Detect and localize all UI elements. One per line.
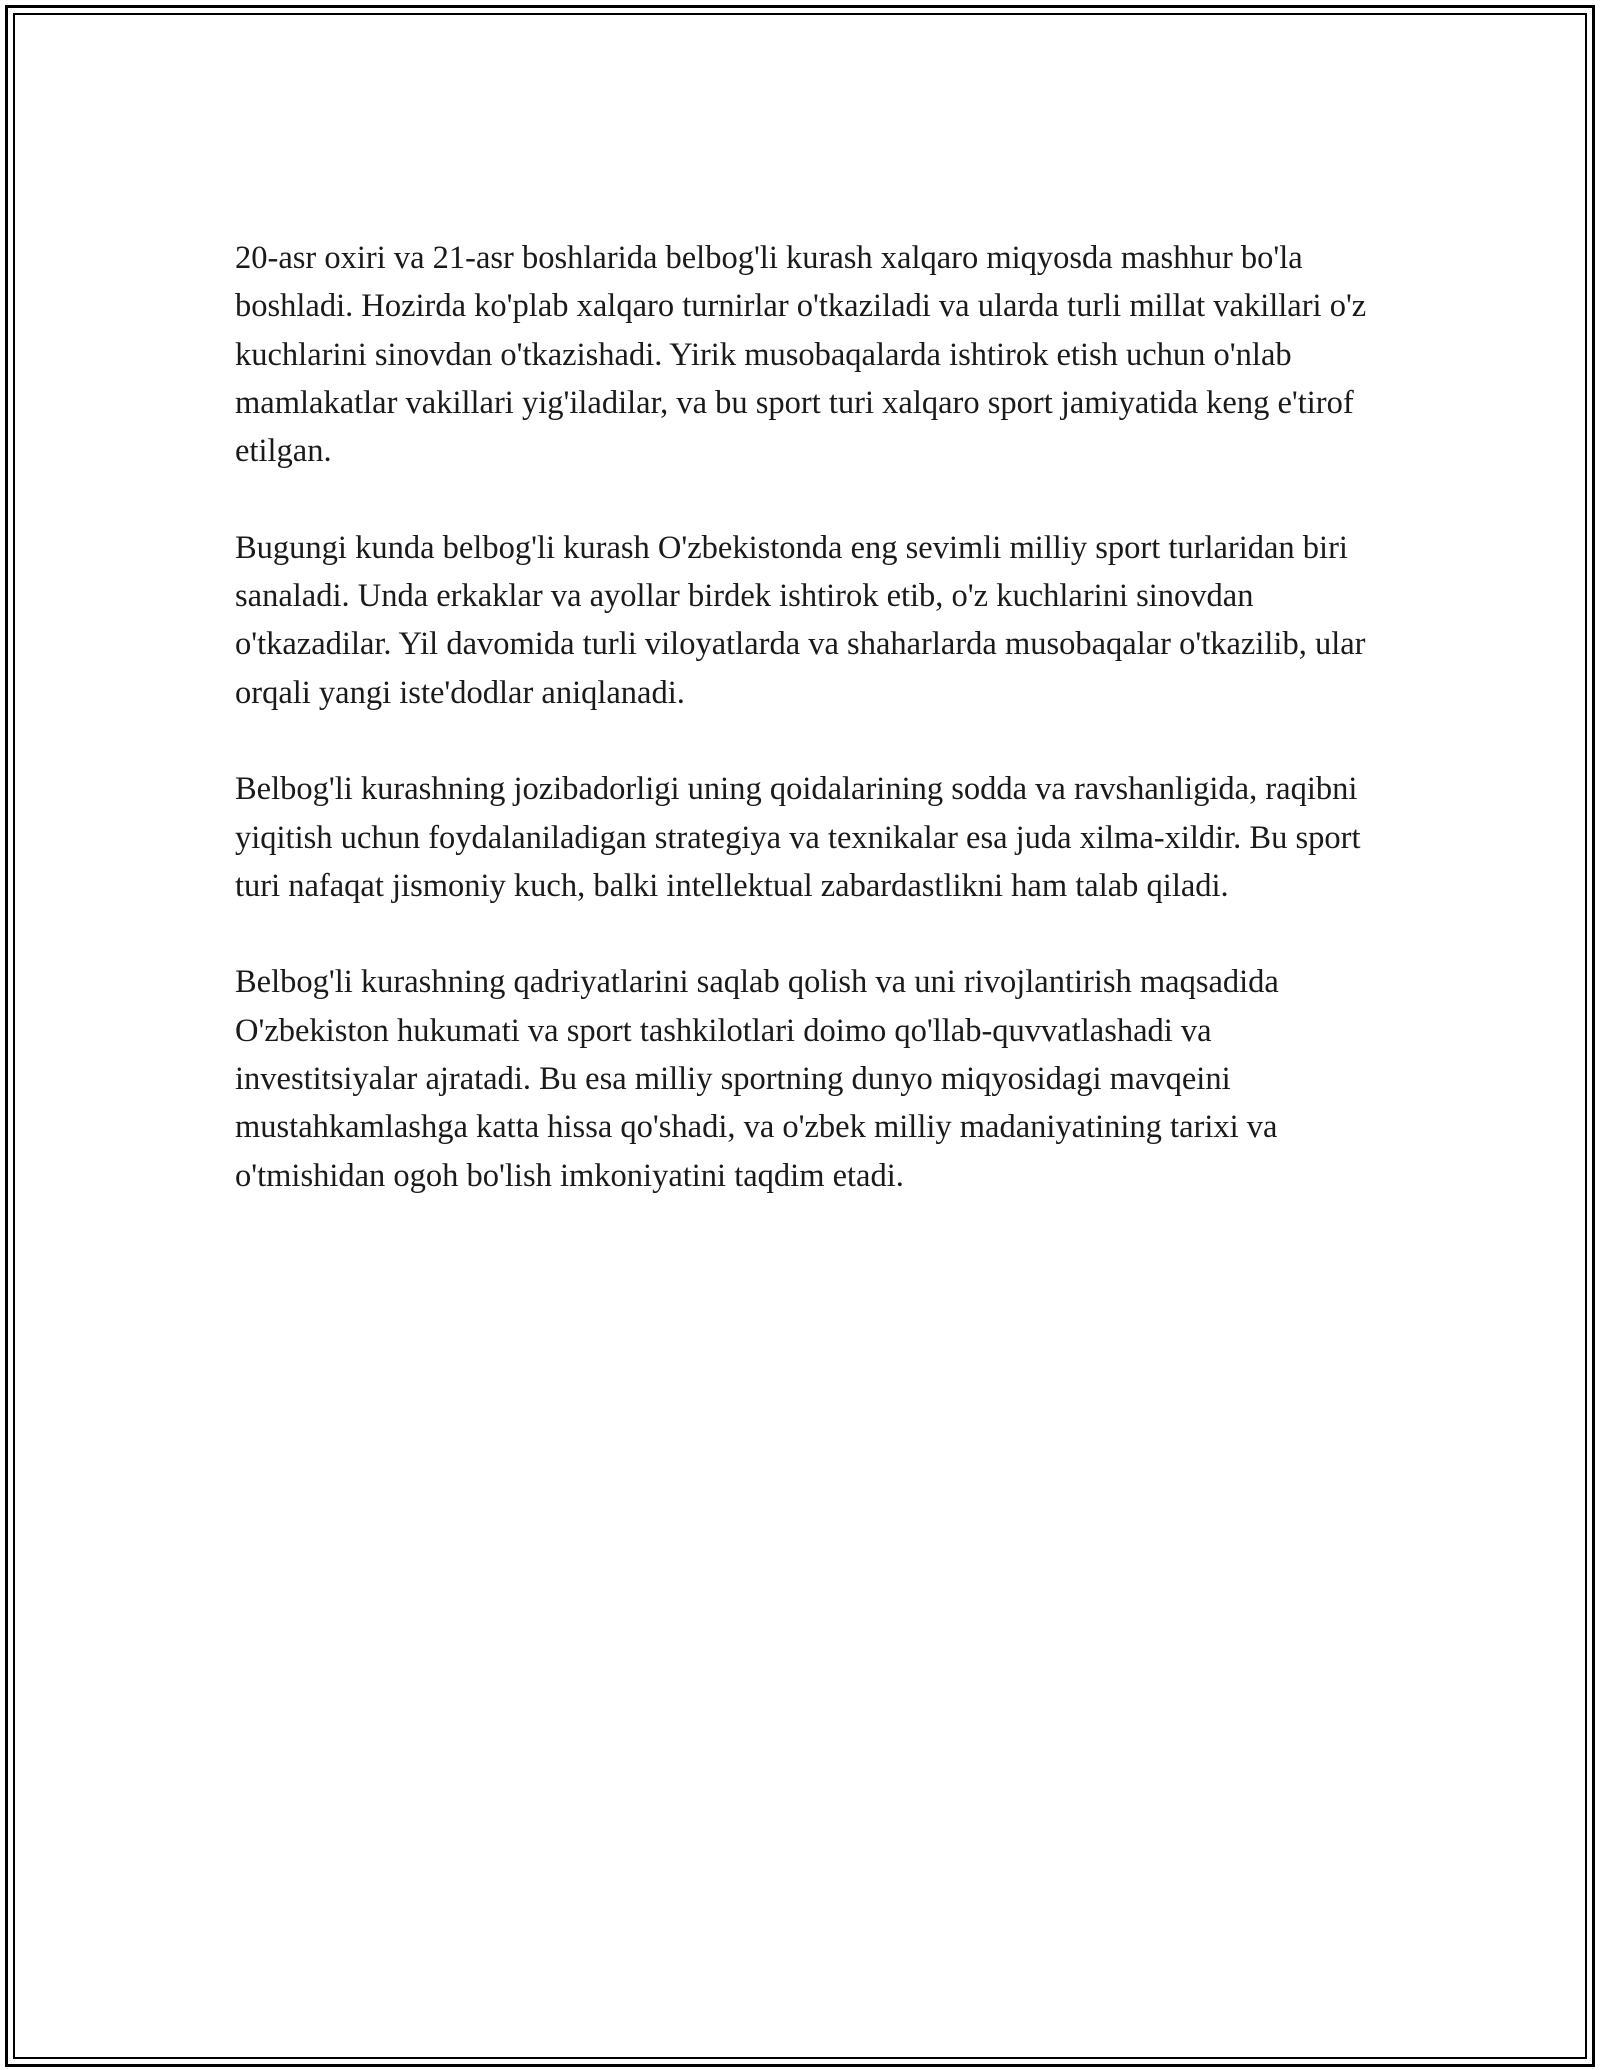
paragraph-2: Bugungi kunda belbog'li kurash O'zbekistonda eng sevimli milliy sport turlaridan biri sanaladi. Unda erkaklar va ayollar birdek ishtirok etib, o'z kuchlarini sinovdan o'tkazadilar. Yil davomida turli viloyatlarda va shaharlarda musobaqalar o'tkazilib, ular orqali yangi iste'dodlar aniqlanadi.	[235, 529, 1366, 711]
paragraph-3: Belbog'li kurashning jozibadorligi uning qoidalarining sodda va ravshanligida, raqibni yiqitish uchun foydalaniladigan strategiya va texnikalar esa juda xilma-xildir. Bu sport turi nafaqat jismoniy kuch, balki intellektual zabardastlikni ham talab qiladi.	[235, 771, 1361, 904]
paragraph-1: 20-asr oxiri va 21-asr boshlarida belbog'li kurash xalqaro miqyosda mashhur bo'la boshladi. Hozirda ko'plab xalqaro turnirlar o'tkaziladi va ularda turli millat vakillari o'z kuchlarini sinovdan o'tkazishadi. Yirik musobaqalarda ishtirok etish uchun o'nlab mamlakatlar vakillari yig'iladilar, va bu sport turi xalqaro sport jamiyatida keng e'tirof etilgan.	[235, 240, 1367, 470]
paragraph-4: Belbog'li kurashning qadriyatlarini saqlab qolish va uni rivojlantirish maqsadida O'zbekiston hukumati va sport tashkilotlari doimo qo'llab-quvvatlashadi va investitsiyalar ajratadi. Bu esa milliy sportning dunyo miqyosidagi mavqeini mustahkamlashga katta hissa qo'shadi, va o'zbek milliy madaniyatining tarixi va o'tmishidan ogoh bo'lish imkoniyatini taqdim etadi.	[235, 964, 1279, 1194]
document-body	[235, 234, 1375, 1248]
